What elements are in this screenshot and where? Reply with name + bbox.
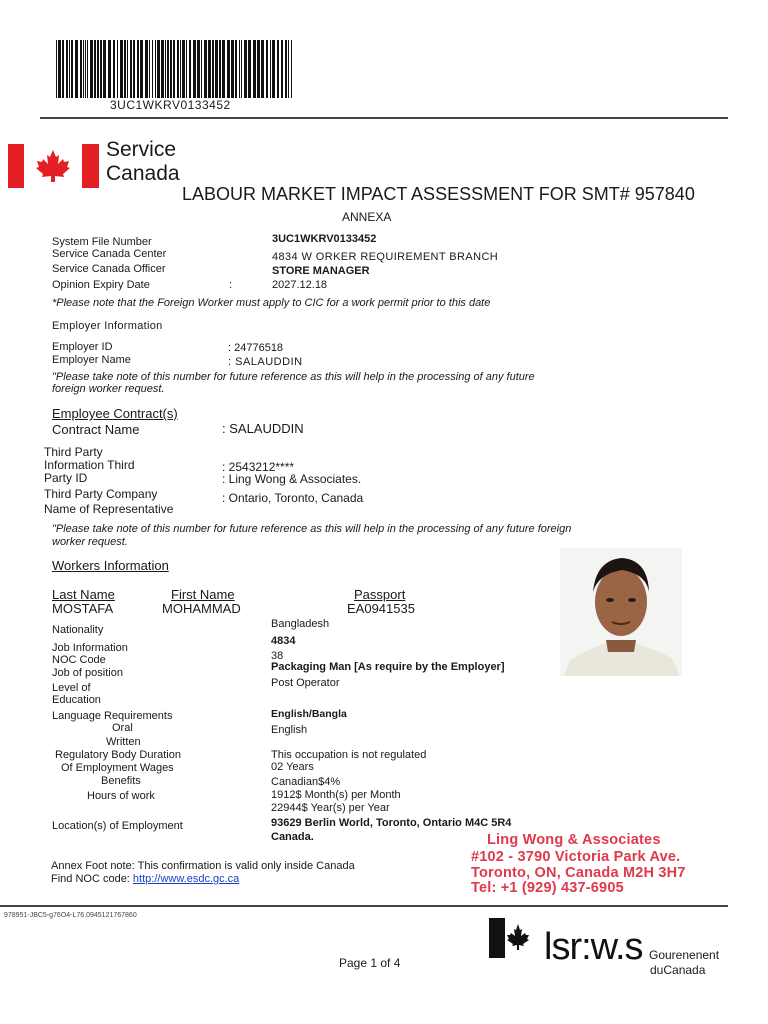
worker-last-name: MOSTAFA [52, 601, 114, 616]
barcode-bar [285, 40, 287, 98]
label-expiry: Opinion Expiry Date [52, 279, 150, 291]
job-position-label: Job of position [52, 667, 123, 679]
label-officer: Service Canada Officer [52, 263, 166, 275]
noc-label: NOC Code [52, 654, 106, 666]
barcode-bar [140, 40, 143, 98]
barcode-bar [239, 40, 240, 98]
top-rule [40, 117, 728, 119]
barcode-bar [83, 40, 84, 98]
col-passport: Passport [354, 587, 406, 602]
regulatory-value: This occupation is not regulated [271, 749, 427, 761]
value-service-center: 4834 W ORKER REQUIREMENT BRANCH [272, 251, 499, 263]
stamp-line-3: Toronto, ON, Canada M2H 3H7 [471, 865, 686, 881]
contract-note-2: worker request. [52, 536, 128, 548]
barcode-bar [231, 40, 234, 98]
location-label: Location(s) of Employment [52, 820, 183, 832]
barcode-bar [152, 40, 153, 98]
brand-line-1: Service [106, 138, 177, 161]
barcode-bar [94, 40, 96, 98]
third-party-company-value: : Ling Wong & Associates. [222, 472, 362, 486]
worker-first-name: MOHAMMAD [162, 601, 241, 616]
barcode-bar [277, 40, 279, 98]
barcode-bar [167, 40, 169, 98]
contract-note-1: "Please take note of this number for future reference as this will help in the processing of any future foreign [52, 523, 572, 535]
third-party-label-2: Information Third [44, 458, 135, 472]
contract-name-label: Contract Name [52, 422, 140, 437]
duration-value: 02 Years [271, 761, 314, 773]
barcode-bar [204, 40, 207, 98]
benefits-label: Benefits [101, 775, 141, 787]
note-cic: *Please note that the Foreign Worker must apply to CIC for a work permit prior to this date [52, 297, 491, 309]
barcode-bar [165, 40, 166, 98]
employer-id-label: Employer ID [52, 341, 113, 353]
stamp-line-2: #102 - 3790 Victoria Park Ave. [471, 849, 681, 865]
contract-heading: Employee Contract(s) [52, 406, 178, 421]
barcode-bar [182, 40, 185, 98]
barcode-bar [71, 40, 73, 98]
value-officer: STORE MANAGER [272, 265, 370, 277]
gov-line-1: Gourenenent [649, 948, 720, 962]
wages-label: Of Employment Wages [61, 762, 174, 774]
noc-prefix: Find NOC code: [51, 873, 133, 885]
barcode-bar [197, 40, 200, 98]
reference-code: 978951-JBC5-g76O4-L76.0945121767860 [4, 912, 137, 919]
hours-value: 22944$ Year(s) per Year [271, 802, 390, 814]
label-service-center: Service Canada Center [52, 248, 167, 260]
barcode-bar [117, 40, 118, 98]
barcode-bar [288, 40, 289, 98]
document-subtitle: ANNEXA [342, 210, 392, 224]
regulatory-label: Regulatory Body Duration [55, 749, 181, 761]
barcode-bar [270, 40, 271, 98]
education-label: Education [52, 694, 101, 706]
barcode-bar [253, 40, 256, 98]
worker-passport: EA0941535 [347, 601, 415, 616]
page-number: Page 1 of 4 [339, 956, 401, 970]
logo-bar-left [489, 918, 505, 958]
barcode-bar [219, 40, 221, 98]
barcode-bar [272, 40, 275, 98]
barcode-bar [133, 40, 135, 98]
level-label: Level of [52, 682, 91, 694]
location-value-1: 93629 Berlin World, Toronto, Ontario M4C 5R4 [271, 817, 512, 829]
barcode-bar [291, 40, 292, 98]
barcode-bar [244, 40, 247, 98]
barcode-bar [257, 40, 260, 98]
employer-heading: Employer Information [52, 320, 163, 332]
hours-label: Hours of work [87, 790, 155, 802]
value-expiry: 2027.12.18 [272, 279, 328, 291]
barcode-bar [248, 40, 251, 98]
oral-label: Oral [112, 722, 133, 734]
barcode-bar [241, 40, 242, 98]
noc-code-value: 38 [271, 650, 284, 662]
document-title: LABOUR MARKET IMPACT ASSESSMENT FOR SMT# 957840 [182, 184, 695, 204]
contract-name-value: : SALAUDDIN [222, 421, 304, 436]
barcode-bar [177, 40, 179, 98]
col-last-name: Last Name [52, 587, 115, 602]
employer-note-1: "Please take note of this number for future reference as this will help in the processing of any future [52, 371, 535, 383]
barcode-bar [170, 40, 172, 98]
nationality-value: Bangladesh [271, 618, 330, 630]
third-party-id-value: : 2543212**** [222, 460, 295, 474]
footnote-line-2 [51, 873, 239, 885]
logo-wordmark: lsr:w.s [544, 926, 643, 968]
nationality-label: Nationality [52, 624, 104, 636]
job-info-label: Job Information [52, 642, 128, 654]
job-code-value: 4834 [271, 635, 296, 647]
footnote-line-1: Annex Foot note: This confirmation is valid only inside Canada [51, 860, 355, 872]
third-party-label-5: Name of Representative [44, 502, 174, 516]
education-value: Post Operator [271, 677, 340, 689]
barcode-bar [113, 40, 115, 98]
barcode-bar [281, 40, 283, 98]
barcode-bar [193, 40, 196, 98]
gov-line-2: duCanada [650, 963, 706, 977]
barcode-bar [227, 40, 230, 98]
barcode-bar [56, 40, 57, 98]
third-party-rep-value: : Ontario, Toronto, Canada [222, 491, 364, 505]
barcode [56, 40, 296, 98]
third-party-label-4: Third Party Company [44, 487, 158, 501]
worker-photo [560, 548, 682, 676]
expiry-colon: : [229, 279, 233, 291]
barcode-bar [75, 40, 78, 98]
third-party-label-3: Party ID [44, 471, 88, 485]
barcode-bar [137, 40, 139, 98]
employer-name-value: : SALAUDDIN [228, 356, 303, 368]
barcode-bar [157, 40, 160, 98]
employer-name-label: Employer Name [52, 354, 131, 366]
location-value-2: Canada. [271, 831, 314, 843]
written-value: English [271, 724, 308, 736]
barcode-bar [261, 40, 264, 98]
barcode-bar [145, 40, 148, 98]
language-value: English/Bangla [271, 708, 347, 720]
col-first-name: First Name [171, 587, 235, 602]
barcode-bar [127, 40, 128, 98]
maple-leaf-icon [505, 922, 531, 954]
employer-id-value: : 24776518 [228, 342, 284, 354]
barcode-bar [155, 40, 156, 98]
barcode-number: 3UC1WKRV0133452 [110, 98, 231, 112]
barcode-bar [69, 40, 70, 98]
workers-heading: Workers Information [52, 558, 169, 573]
value-system-file: 3UC1WKRV0133452 [272, 233, 377, 245]
noc-link[interactable]: http://www.esdc.gc.ca [132, 873, 240, 885]
barcode-bar [103, 40, 106, 98]
barcode-bar [161, 40, 164, 98]
barcode-bar [85, 40, 86, 98]
employer-note-2: foreign worker request. [52, 383, 165, 395]
written-label: Written [106, 736, 141, 748]
barcode-bar [266, 40, 268, 98]
barcode-bar [222, 40, 225, 98]
barcode-bar [58, 40, 61, 98]
barcode-bar [130, 40, 132, 98]
barcode-bar [120, 40, 123, 98]
third-party-label-1: Third Party [44, 445, 103, 459]
barcode-bar [66, 40, 68, 98]
benefits-value: 1912$ Month(s) per Month [271, 789, 401, 801]
wages-value: Canadian$4% [271, 776, 341, 788]
barcode-bar [62, 40, 64, 98]
barcode-bar [108, 40, 111, 98]
barcode-bar [189, 40, 191, 98]
brand-line-2: Canada [106, 162, 180, 185]
barcode-bar [80, 40, 82, 98]
barcode-bar [215, 40, 218, 98]
barcode-bar [149, 40, 150, 98]
barcode-bar [212, 40, 214, 98]
barcode-bar [201, 40, 202, 98]
barcode-bar [90, 40, 93, 98]
barcode-bar [180, 40, 181, 98]
barcode-bar [186, 40, 187, 98]
job-title-value: Packaging Man [As require by the Employer] [271, 661, 505, 673]
stamp-line-1: Ling Wong & Associates [487, 832, 661, 848]
barcode-bar [235, 40, 237, 98]
language-label: Language Requirements [52, 710, 173, 722]
barcode-bar [100, 40, 102, 98]
barcode-bar [208, 40, 211, 98]
bottom-rule [0, 905, 728, 907]
label-system-file: System File Number [52, 236, 152, 248]
barcode-bar [173, 40, 175, 98]
barcode-bar [124, 40, 126, 98]
barcode-bar [87, 40, 88, 98]
barcode-bar [97, 40, 99, 98]
brand-name [106, 138, 180, 186]
stamp-line-4: Tel: +1 (929) 437-6905 [471, 880, 624, 896]
